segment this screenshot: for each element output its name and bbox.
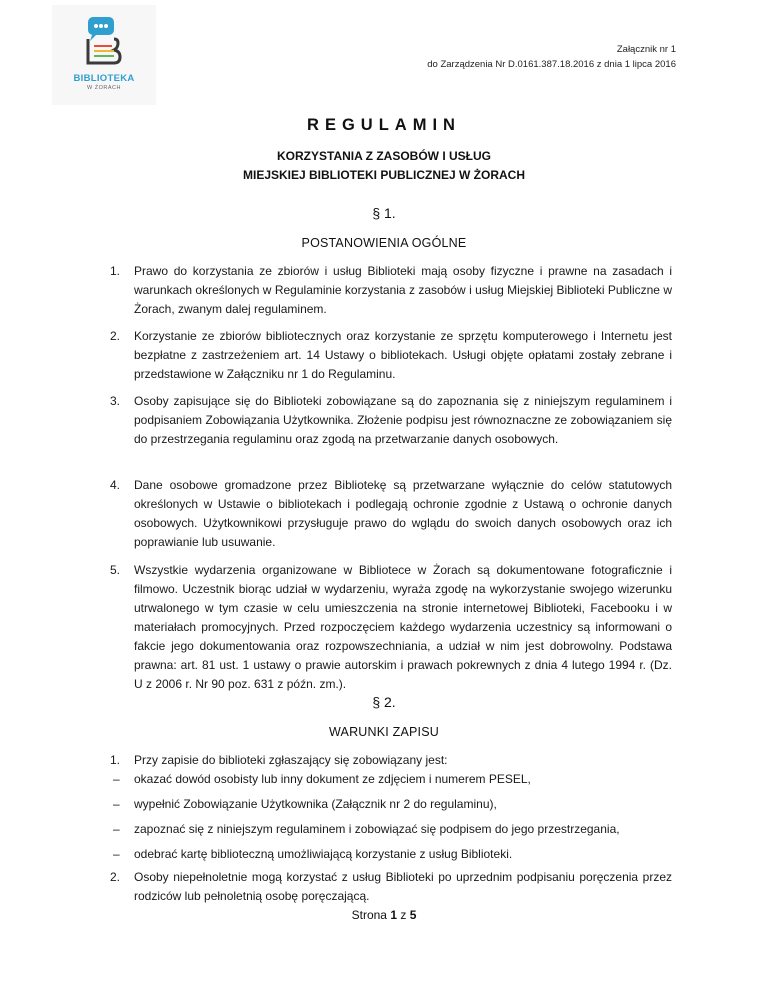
document-subtitle [0, 147, 768, 185]
section-2-number: § 2. [372, 694, 396, 710]
dash-bullet-icon: – [113, 847, 120, 861]
footer-prefix: Strona [351, 908, 387, 922]
dash-item-text: odebrać kartę biblioteczną umożliwiającą korzystanie z usług Biblioteki. [134, 847, 513, 861]
book-logo-icon [74, 13, 134, 71]
item-text: Korzystanie ze zbiorów bibliotecznych oraz korzystanie ze sprzętu komputerowego i Internetu jest bezpłatne z zastrzeżeniem art. 14 Ustawy o bibliotekach. Usługi objęte opłatami zostały zebrane i przedstawione w Załączniku nr 1 do Regulaminu. [134, 329, 672, 381]
item-number: 2. [110, 870, 121, 884]
item-text: Prawo do korzystania ze zbiorów i usług Biblioteki mają osoby fizyczne i prawne na zasadach i warunkach określonych w Regulaminie korzystania z zasobów i usług Miejskiej Biblioteki Publiczne w Żorach, zwanym dalej regulaminem. [134, 264, 672, 316]
dash-bullet-icon: – [113, 822, 120, 836]
page-footer [0, 908, 768, 922]
item-text: Osoby zapisujące się do Biblioteki zobowiązane są do zapoznania się z niniejszym regulaminem i podpisaniem Zobowiązania Użytkownika. Złożenie podpisu jest równoznaczne ze zobowiązaniem się do przestrzegania regulaminu oraz zgodą na przetwarzanie danych osobowych. [134, 394, 672, 446]
subtitle-line-1: KORZYSTANIA Z ZASOBÓW I USŁUG [277, 149, 491, 163]
list-item [110, 262, 672, 319]
item-text: Przy zapisie do biblioteki zgłaszający się zobowiązany jest: [134, 753, 448, 767]
logo-name: BIBLIOTEKA [73, 73, 135, 84]
dash-item-text: zapoznać się z niniejszym regulaminem i zobowiązać się podpisem do jego przestrzegania, [134, 822, 620, 836]
list-item [110, 327, 672, 384]
list-item [110, 561, 672, 694]
item-number: 5. [110, 563, 121, 577]
section-2-heading: WARUNKI ZAPISU [329, 725, 439, 739]
logo-subname: W ŻORACH [87, 85, 121, 91]
footer-of: z [400, 908, 407, 922]
item-number: 1. [110, 264, 121, 278]
item-number: 1. [110, 753, 121, 767]
dash-item-text: wypełnić Zobowiązanie Użytkownika (Załącznik nr 2 do regulaminu), [134, 797, 497, 811]
dash-item-text: okazać dowód osobisty lub inny dokument ze zdjęciem i numerem PESEL, [134, 772, 531, 786]
footer-total-pages: 5 [409, 908, 417, 922]
item-number: 2. [110, 329, 121, 343]
dash-list-item [110, 795, 672, 814]
subtitle-line-2: MIEJSKIEJ BIBLIOTEKI PUBLICZNEJ W ŻORACH [242, 168, 526, 182]
dash-list-item [110, 770, 672, 789]
list-item [110, 392, 672, 449]
footer-page-number: 1 [390, 908, 397, 922]
dash-list-item [110, 820, 672, 839]
list-item [110, 476, 672, 552]
item-number: 4. [110, 478, 121, 492]
attachment-line-2: do Zarządzenia Nr D.0161.387.18.2016 z dnia 1 lipca 2016 [427, 59, 676, 70]
library-logo [52, 5, 156, 105]
item-text: Wszystkie wydarzenia organizowane w Bibliotece w Żorach są dokumentowane fotograficznie i filmowo. Uczestnik biorąc udział w wydarzeniu, wyraża zgodę na wykorzystanie swojego wizerunku utrwalonego w tym czasie w celu umieszczenia na stronie internetowej Biblioteki, Facebooku i w materiałach promocyjnych. Przed rozpoczęciem każdego wydarzenia uczestnicy są informowani o fakcie jego dokumentowania oraz rozpowszechniania, a udział w nim jest dobrowolny. Podstawa prawna: art. 81 ust. 1 ustawy o prawie autorskim i prawach pokrewnych z dnia 4 lutego 1994 r. (Dz. U z 2006 r. Nr 90 poz. 631 z późn. zm.). [134, 563, 672, 691]
document-title: REGULAMIN [307, 116, 461, 134]
section-1-heading: POSTANOWIENIA OGÓLNE [301, 236, 467, 250]
dash-list-item [110, 845, 672, 864]
list-item [110, 751, 672, 770]
item-text: Osoby niepełnoletnie mogą korzystać z usług Biblioteki po uprzednim podpisaniu poręczenia przez rodziców lub pełnoletnią osobę poręczającą. [134, 870, 672, 903]
dash-bullet-icon: – [113, 797, 120, 811]
dash-bullet-icon: – [113, 772, 120, 786]
item-number: 3. [110, 394, 121, 408]
section-1-number: § 1. [372, 205, 396, 221]
attachment-note [427, 42, 676, 72]
attachment-line-1: Załącznik nr 1 [616, 44, 676, 55]
item-text: Dane osobowe gromadzone przez Bibliotekę są przetwarzane wyłącznie do celów statutowych określonych w Ustawie o bibliotekach i podlegają ochronie zgodnie z Ustawą o ochronie danych osobowych. Użytkownikowi przysługuje prawo do wglądu do swoich danych osobowych oraz ich poprawianie lub usuwanie. [134, 478, 672, 549]
list-item [110, 868, 672, 906]
